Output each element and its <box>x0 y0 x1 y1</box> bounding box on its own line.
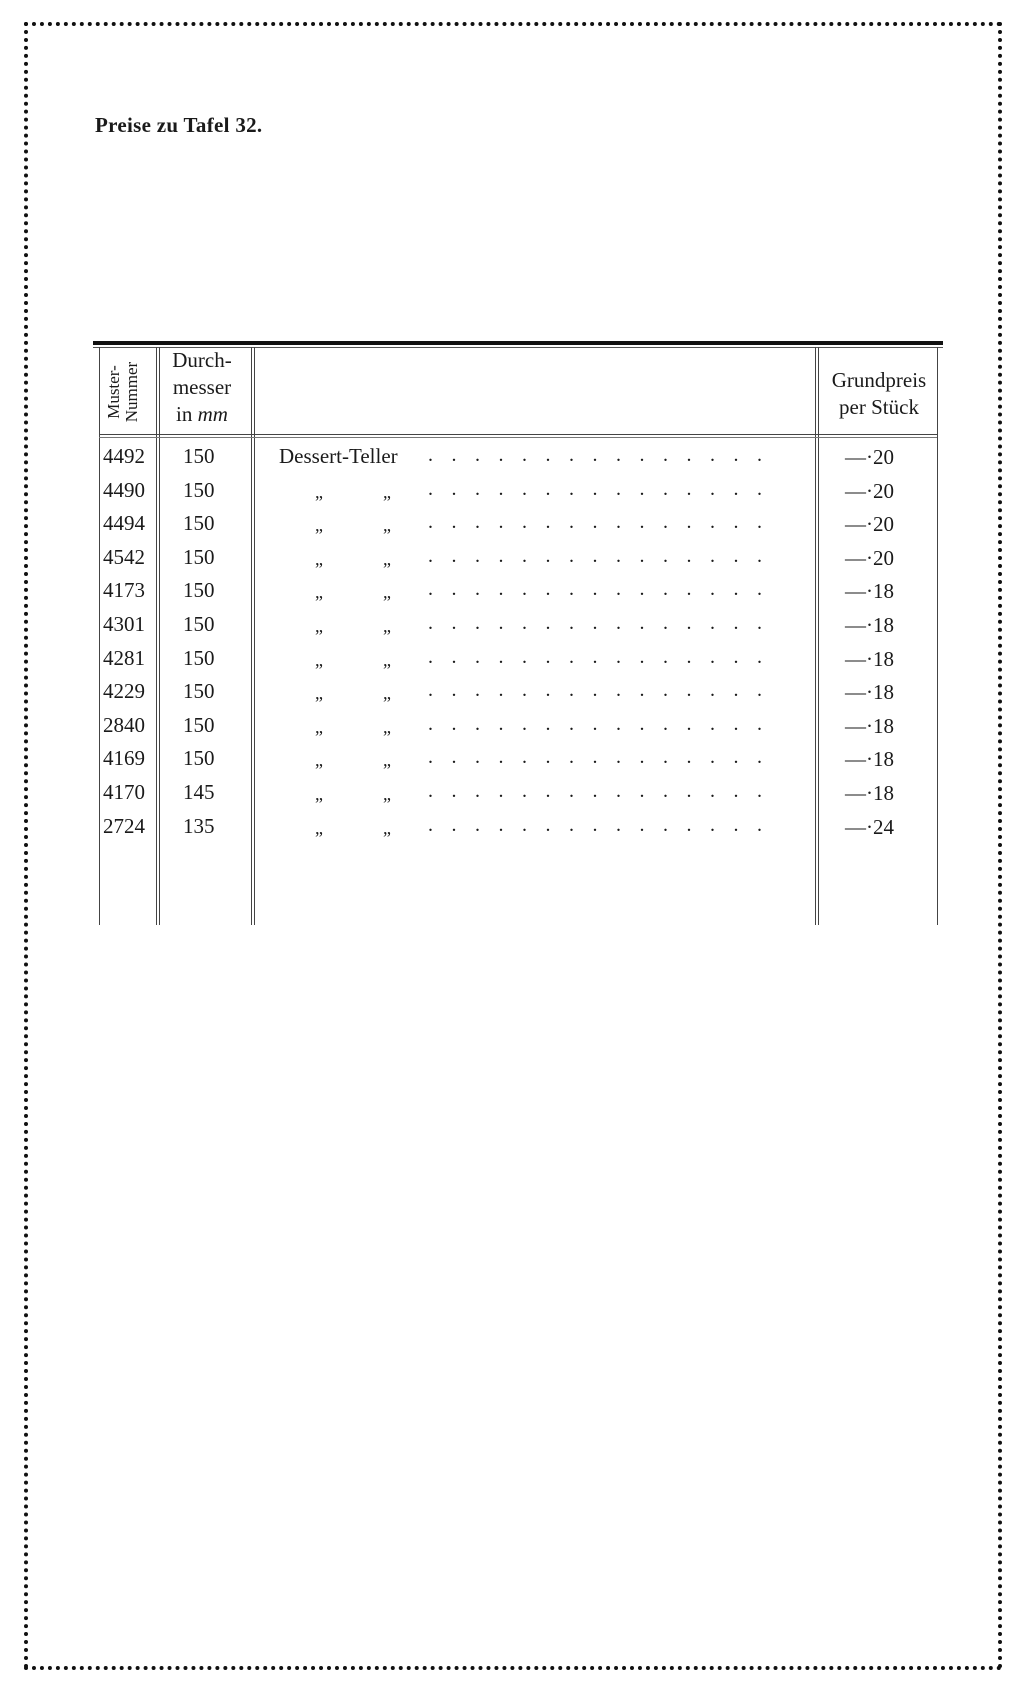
ditto-mark: „ <box>315 481 323 502</box>
pattern-number: 4173 <box>103 578 145 603</box>
ditto-mark: „ <box>315 750 323 771</box>
header-price-line2: per Stück <box>839 395 919 419</box>
ditto-mark: „ <box>315 515 323 536</box>
header-price-line1: Grundpreis <box>831 368 927 392</box>
table-row <box>93 814 943 847</box>
header-number-line1: Muster- <box>104 365 124 419</box>
pattern-number: 4281 <box>103 645 145 670</box>
pattern-number: 4542 <box>103 544 145 569</box>
table-row <box>93 444 943 477</box>
pattern-number: 2724 <box>103 813 145 838</box>
base-price: —·18 <box>845 579 894 604</box>
diameter: 150 <box>183 578 215 603</box>
ditto-mark: „ <box>383 649 391 670</box>
base-price: —·24 <box>845 814 894 839</box>
ditto-mark: „ <box>383 716 391 737</box>
diameter: 145 <box>183 780 215 804</box>
ditto-mark: „ <box>383 750 391 771</box>
base-price: —·20 <box>845 445 894 469</box>
ditto-mark: „ <box>315 616 323 636</box>
table-row <box>93 545 943 578</box>
header-number-line2: Nummer <box>122 361 142 423</box>
pattern-number: 4301 <box>103 612 145 636</box>
header-rule-thin <box>99 437 937 438</box>
leader-dots: ............... <box>428 645 781 668</box>
header-diameter-line2: messer <box>172 375 232 399</box>
leader-dots: ............... <box>428 477 781 500</box>
ditto-mark: „ <box>383 817 391 838</box>
leader-dots: ............... <box>428 746 781 769</box>
pattern-number: 4169 <box>103 746 145 771</box>
diameter: 150 <box>183 544 215 569</box>
base-price: —·18 <box>845 613 894 637</box>
ditto-mark: „ <box>383 481 391 502</box>
diameter: 150 <box>183 679 215 704</box>
header-pattern-number <box>96 351 151 433</box>
leader-dots: ............... <box>428 780 781 802</box>
ditto-mark: „ <box>383 616 391 636</box>
table-row <box>93 713 943 746</box>
pattern-number: 4229 <box>103 679 145 704</box>
ditto-mark: „ <box>315 817 323 838</box>
pattern-number: 4490 <box>103 477 145 502</box>
table-row <box>93 578 943 611</box>
header-diameter <box>159 347 245 428</box>
diameter: 150 <box>183 645 215 670</box>
leader-dots: ............... <box>428 544 781 567</box>
ditto-mark: „ <box>315 649 323 670</box>
leader-dots: ............... <box>428 578 781 601</box>
base-price: —·18 <box>845 747 894 772</box>
header-diameter-line1: Durch- <box>172 348 232 372</box>
table-row <box>93 478 943 511</box>
table-row <box>93 679 943 712</box>
header-diameter-line3 <box>159 401 245 428</box>
pattern-number: 4494 <box>103 511 145 536</box>
pattern-number: 4492 <box>103 444 145 468</box>
table-row <box>93 746 943 779</box>
base-price: —·20 <box>845 545 894 570</box>
diameter: 135 <box>183 813 215 838</box>
diameter: 150 <box>183 444 215 468</box>
diameter: 150 <box>183 712 215 737</box>
ditto-mark: „ <box>383 683 391 704</box>
leader-dots: ............... <box>428 679 781 702</box>
header-diameter-unit: mm <box>197 402 228 426</box>
leader-dots: ............... <box>428 712 781 735</box>
leader-dots: ............... <box>428 444 781 466</box>
page-title: Preise zu Tafel 32. <box>95 113 263 137</box>
table-row <box>93 780 943 813</box>
ditto-mark: „ <box>315 716 323 737</box>
ditto-mark: „ <box>383 548 391 569</box>
item-description: Dessert-Teller <box>279 444 398 468</box>
diameter: 150 <box>183 612 215 636</box>
leader-dots: ............... <box>428 813 781 836</box>
pattern-number: 2840 <box>103 712 145 737</box>
base-price: —·20 <box>845 478 894 503</box>
header-diameter-in: in <box>176 402 193 426</box>
diameter: 150 <box>183 511 215 536</box>
base-price: —·18 <box>845 646 894 671</box>
ditto-mark: „ <box>315 683 323 704</box>
pattern-number: 4170 <box>103 780 145 804</box>
header-price <box>821 367 937 421</box>
base-price: —·18 <box>845 781 894 805</box>
ditto-mark: „ <box>315 548 323 569</box>
price-table <box>93 341 943 925</box>
diameter: 150 <box>183 477 215 502</box>
ditto-mark: „ <box>383 784 391 804</box>
ditto-mark: „ <box>383 515 391 536</box>
base-price: —·18 <box>845 680 894 705</box>
diameter: 150 <box>183 746 215 771</box>
base-price: —·18 <box>845 713 894 738</box>
leader-dots: ............... <box>428 511 781 534</box>
ditto-mark: „ <box>315 784 323 804</box>
header-rule <box>99 434 937 435</box>
table-row <box>93 612 943 645</box>
ditto-mark: „ <box>383 582 391 603</box>
table-row <box>93 511 943 544</box>
table-top-rule <box>93 341 943 345</box>
ditto-mark: „ <box>315 582 323 603</box>
table-row <box>93 646 943 679</box>
base-price: —·20 <box>845 512 894 537</box>
leader-dots: ............... <box>428 612 781 634</box>
